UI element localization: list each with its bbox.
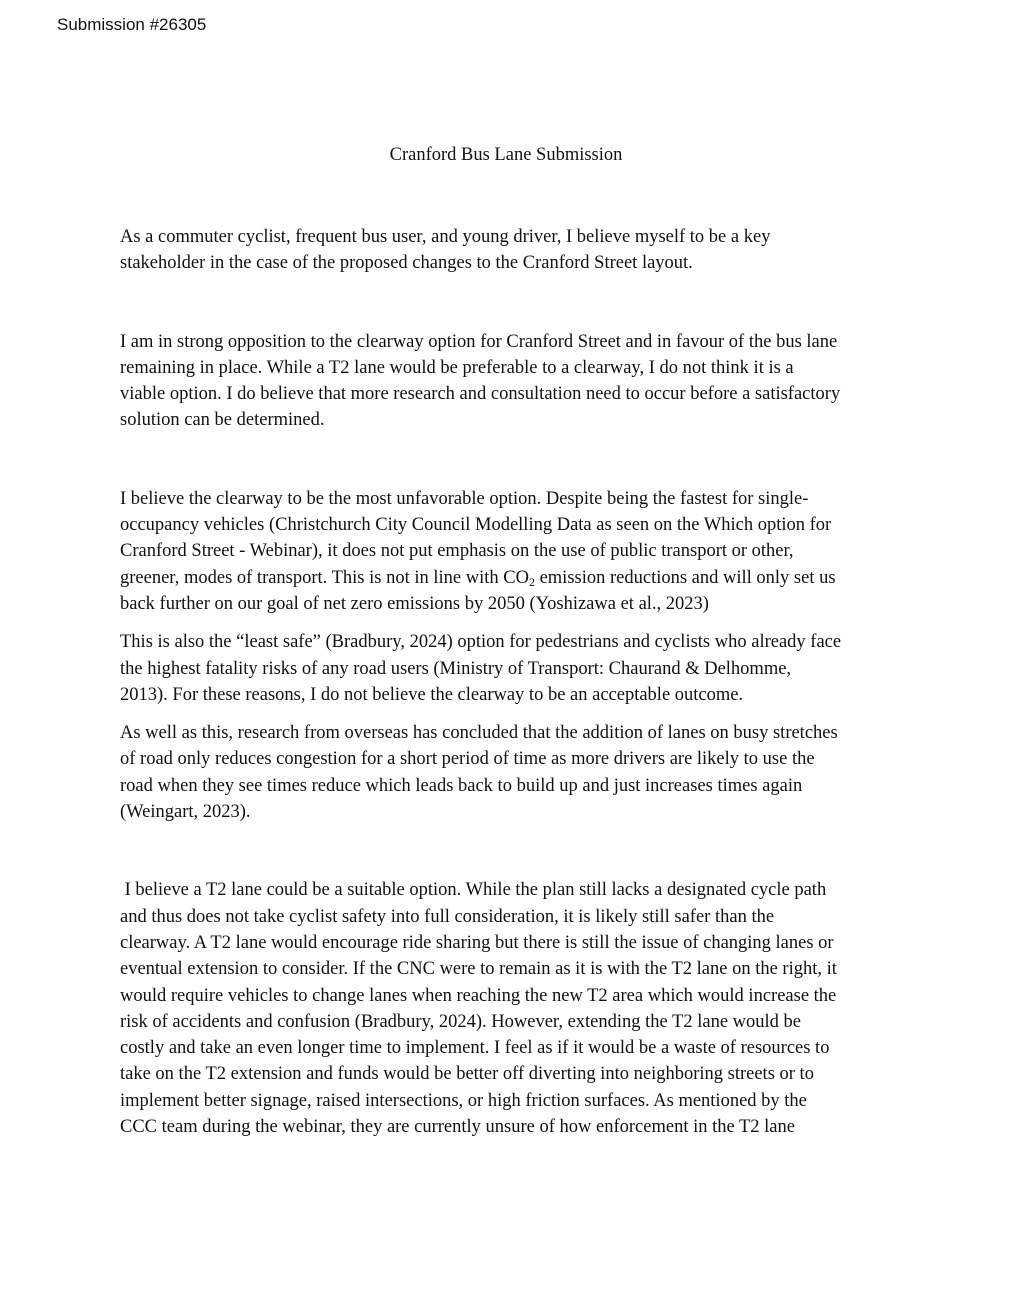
text-line: I am in strong opposition to the clearway option for Cranford Street and in favour of the bus lane: [120, 331, 838, 352]
text-line: clearway. A T2 lane would encourage ride sharing but there is still the issue of changing lanes or: [120, 932, 834, 953]
text-line: would require vehicles to change lanes when reaching the new T2 area which would increase the: [120, 985, 837, 1006]
text-line: occupancy vehicles (Christchurch City Council Modelling Data as seen on the Which option for: [120, 515, 832, 536]
text-line: As a commuter cyclist, frequent bus user, and young driver, I believe myself to be a key: [120, 227, 771, 247]
text-line: the highest fatality risks of any road users (Ministry of Transport: Chaurand & Delhomme,: [120, 658, 792, 679]
text-line-co2: [120, 565, 910, 591]
text-line: solution can be determined.: [120, 410, 325, 431]
paragraph-position: [120, 329, 910, 434]
text-line: eventual extension to consider. If the CNC were to remain as it is with the T2 lane on the right, it: [120, 959, 837, 980]
text-segment: greener, modes of transport. This is not in line with CO: [120, 567, 529, 588]
text-line: Cranford Street - Webinar), it does not put emphasis on the use of public transport or other,: [120, 541, 794, 562]
text-line: stakeholder in the case of the proposed changes to the Cranford Street layout.: [120, 253, 693, 274]
paragraph-stakeholder: [120, 224, 910, 277]
paragraph-congestion-research: [120, 720, 910, 825]
document-body: [120, 224, 910, 1140]
text-segment: emission reductions and will only set us: [534, 567, 836, 588]
text-line: I believe a T2 lane could be a suitable option. While the plan still lacks a designated cycle path: [120, 880, 827, 901]
text-line: (Weingart, 2023).: [120, 802, 251, 823]
text-line: 2013). For these reasons, I do not believe the clearway to be an acceptable outcome.: [120, 684, 744, 705]
text-line: viable option. I do believe that more research and consultation need to occur before a satisfactory: [120, 384, 841, 405]
submission-id: Submission #26305: [57, 15, 207, 34]
text-line: take on the T2 extension and funds would be better off diverting into neighboring streets or to: [120, 1064, 814, 1085]
text-line: As well as this, research from overseas has concluded that the addition of lanes on busy stretches: [120, 723, 838, 744]
text-line: remaining in place. While a T2 lane would be preferable to a clearway, I do not think it is a: [120, 357, 794, 378]
paragraph-least-safe: [120, 629, 910, 708]
text-line: This is also the “least safe” (Bradbury, 2024) option for pedestrians and cyclists who already face: [120, 632, 842, 653]
text-line: costly and take an even longer time to implement. I feel as if it would be a waste of resources to: [120, 1038, 830, 1059]
text-line: road when they see times reduce which leads back to build up and just increases times again: [120, 775, 803, 796]
text-line: back further on our goal of net zero emissions by 2050 (Yoshizawa et al., 2023): [120, 593, 709, 614]
text-line: CCC team during the webinar, they are currently unsure of how enforcement in the T2 lane: [120, 1117, 795, 1138]
text-line: of road only reduces congestion for a short period of time as more drivers are likely to use the: [120, 749, 815, 770]
text-line: and thus does not take cyclist safety into full consideration, it is likely still safer than the: [120, 906, 775, 927]
co2-subscript: 2: [528, 574, 535, 589]
text-line: implement better signage, raised intersections, or high friction surfaces. As mentioned by the: [120, 1090, 807, 1111]
paragraph-clearway-unfavorable: [120, 486, 910, 617]
document-title: Cranford Bus Lane Submission: [389, 145, 623, 165]
paragraph-t2-lane: [120, 877, 910, 1140]
text-line: I believe the clearway to be the most unfavorable option. Despite being the fastest for single-: [120, 488, 809, 509]
text-line: risk of accidents and confusion (Bradbury, 2024). However, extending the T2 lane would be: [120, 1011, 802, 1032]
